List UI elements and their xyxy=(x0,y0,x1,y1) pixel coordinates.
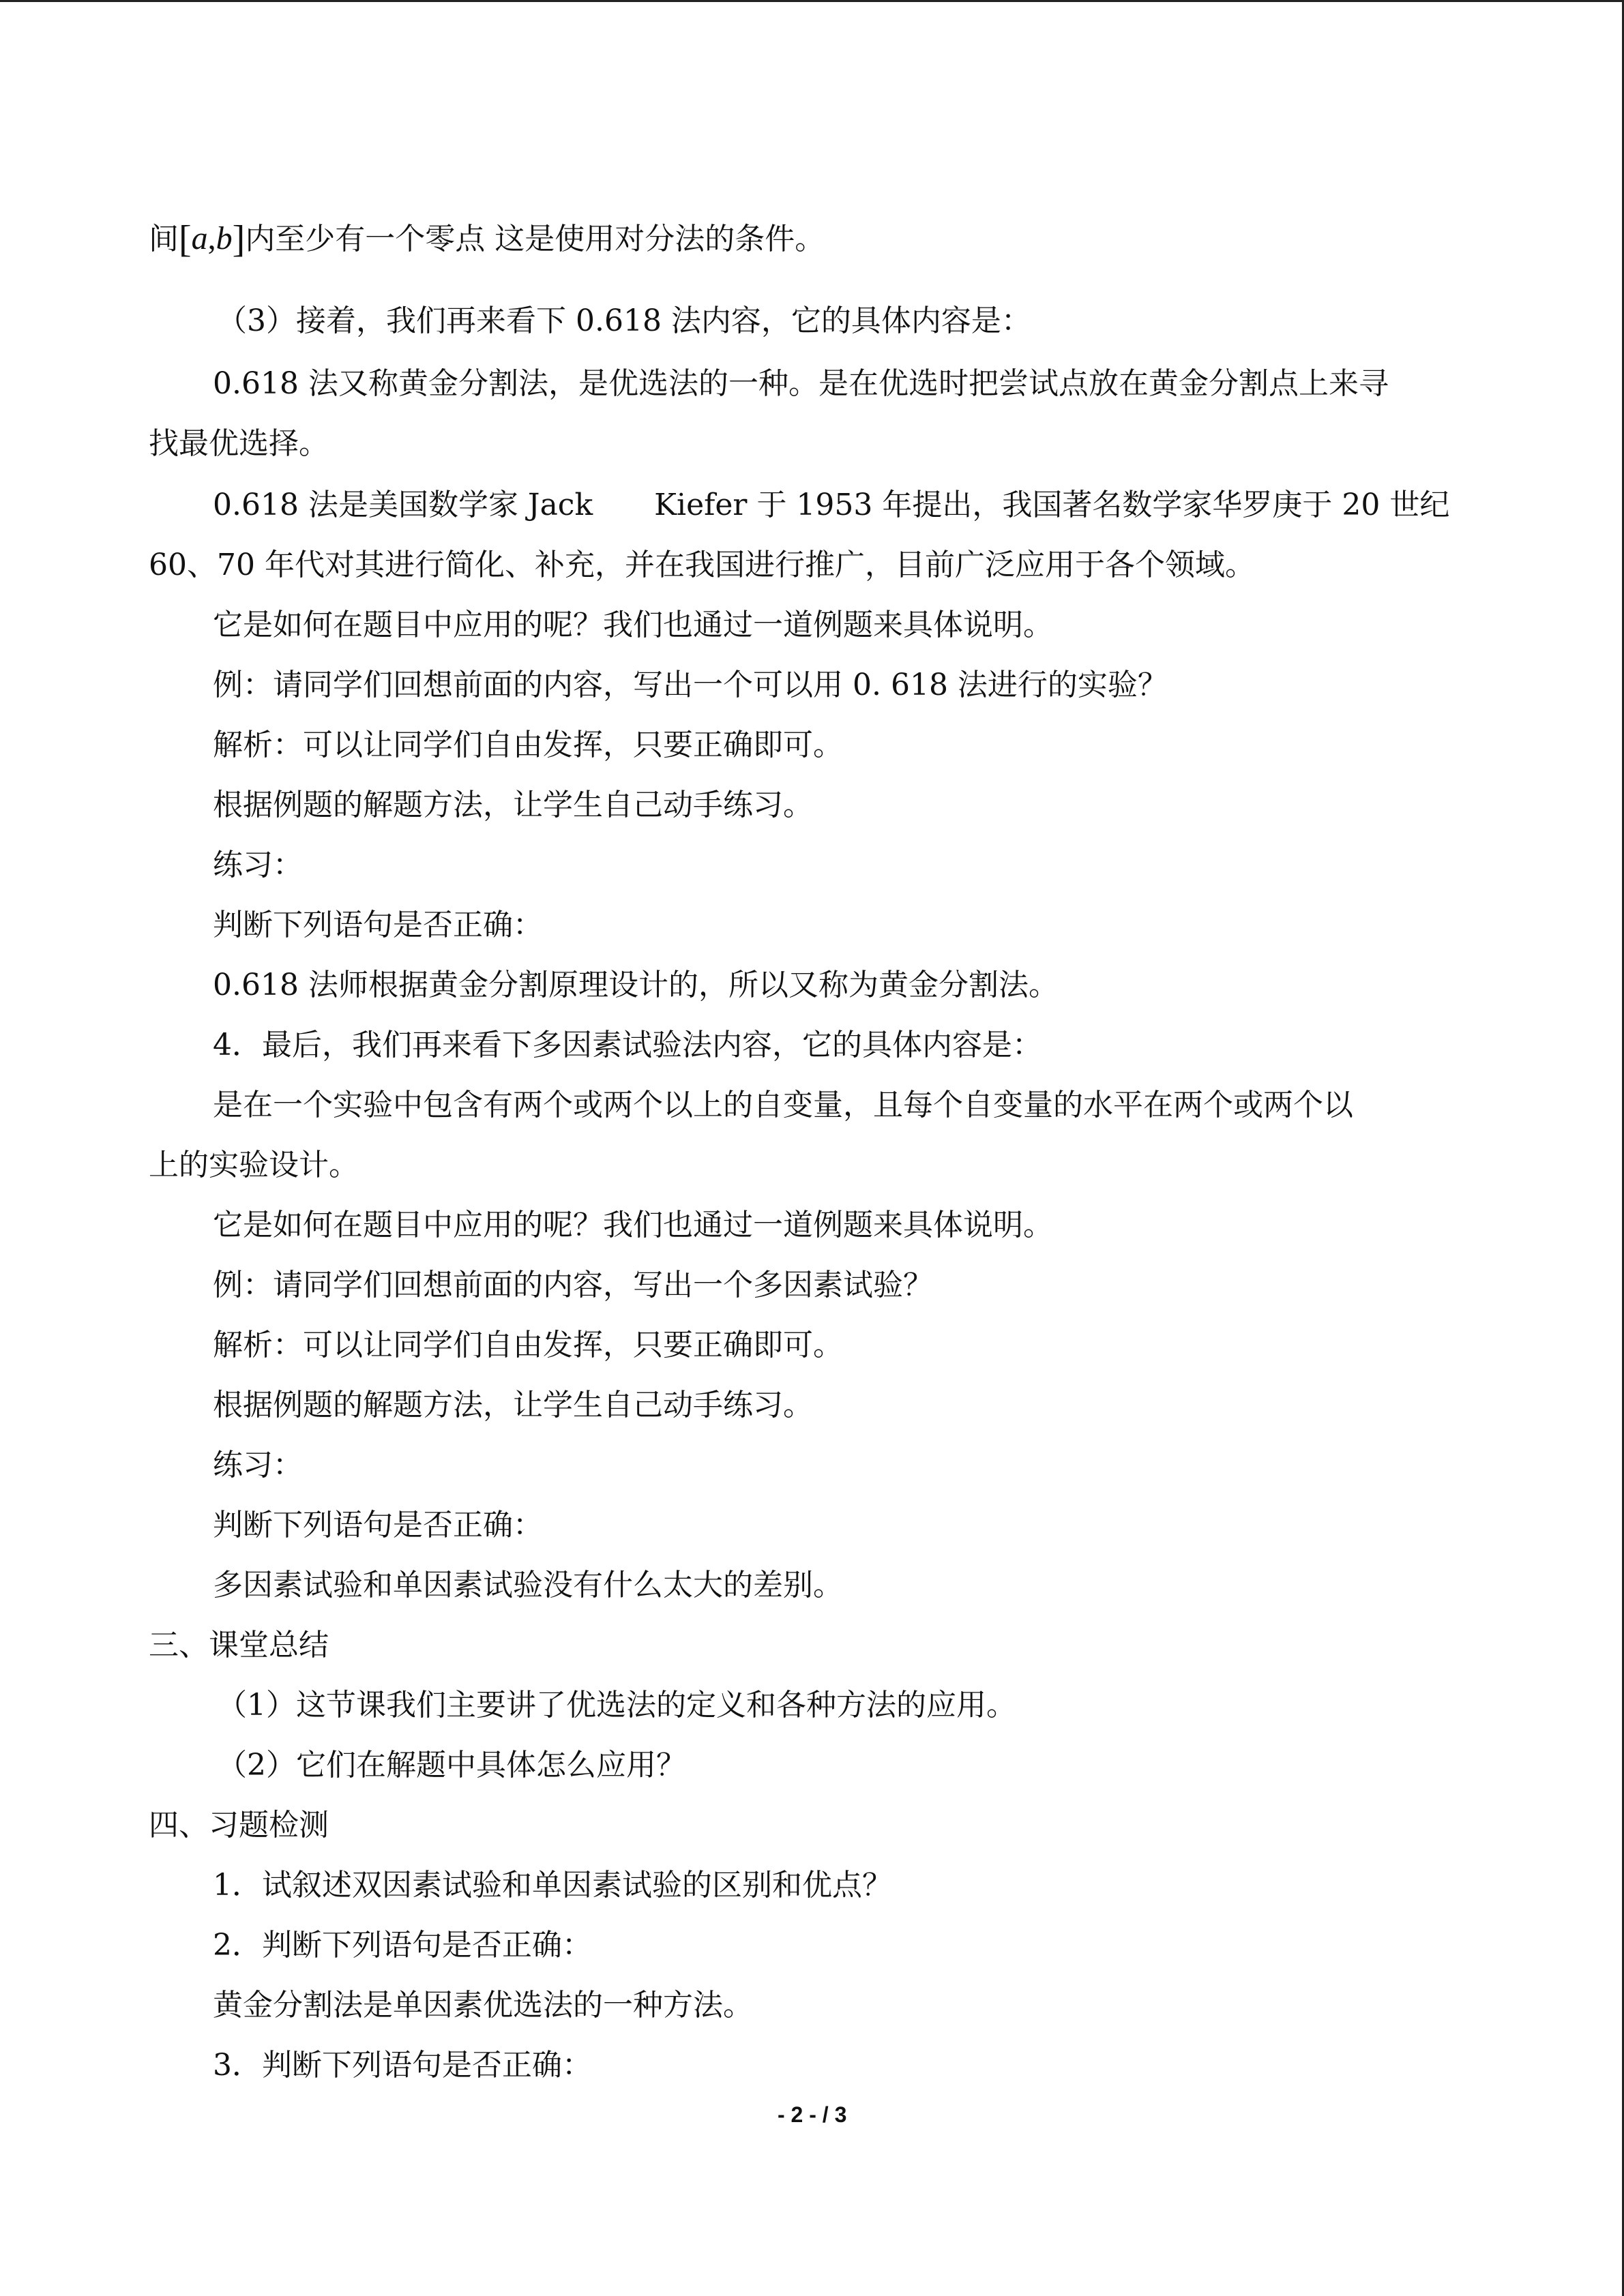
paragraph-line: 0.618 法又称黄金分割法，是优选法的一种。是在优选时把尝试点放在黄金分割点上来寻 xyxy=(213,366,1389,401)
math-variable-a: a xyxy=(191,220,208,256)
paragraph-line: 根据例题的解题方法，让学生自己动手练习。 xyxy=(213,1388,813,1422)
section-heading: 四、习题检测 xyxy=(149,1808,329,1843)
paragraph-line: 判断下列语句是否正确： xyxy=(213,1508,543,1542)
exercise-item: 2．判断下列语句是否正确： xyxy=(213,1928,592,1963)
text-segment: Kiefer 于 1953 年提出，我国著名数学家华罗庚于 20 世纪 xyxy=(654,488,1450,522)
paragraph-line: 解析：可以让同学们自由发挥，只要正确即可。 xyxy=(213,728,843,762)
paragraph-line: 例：请同学们回想前面的内容，写出一个可以用 0. 618 法进行的实验？ xyxy=(213,668,1168,702)
paragraph-line: （3）接着，我们再来看下 0.618 法内容，它的具体内容是： xyxy=(217,303,1031,338)
paragraph-line: 练习： xyxy=(213,848,303,882)
math-comma: , xyxy=(207,220,216,256)
text-segment: 0.618 法是美国数学家 Jack xyxy=(213,488,593,522)
paragraph-line: 0.618 法师根据黄金分割原理设计的，所以又称为黄金分割法。 xyxy=(213,968,1059,1002)
section-heading: 三、课堂总结 xyxy=(149,1628,329,1663)
paragraph-line: 它是如何在题目中应用的呢？我们也通过一道例题来具体说明。 xyxy=(213,608,1053,642)
exercise-item: 3．判断下列语句是否正确： xyxy=(213,2048,592,2083)
paragraph-line: 练习： xyxy=(213,1448,303,1482)
paragraph-line: 多因素试验和单因素试验没有什么太大的差别。 xyxy=(213,1568,843,1602)
paragraph-line: 解析：可以让同学们自由发挥，只要正确即可。 xyxy=(213,1328,843,1362)
exercise-item: 1．试叙述双因素试验和单因素试验的区别和优点？ xyxy=(213,1868,892,1903)
paragraph-line: 是在一个实验中包含有两个或两个以上的自变量，且每个自变量的水平在两个或两个以 xyxy=(213,1088,1353,1122)
text-segment: 间 xyxy=(149,222,179,256)
paragraph-line: （2）它们在解题中具体怎么应用？ xyxy=(217,1748,686,1783)
text-segment: 内至少有一个零点 这是使用对分法的条件。 xyxy=(245,222,825,256)
condition-line xyxy=(149,216,825,260)
interval-bracket-open: [ xyxy=(179,218,192,260)
paragraph-line: 4．最后，我们再来看下多因素试验法内容，它的具体内容是： xyxy=(213,1028,1042,1062)
paragraph-line: 60、70 年代对其进行简化、补充，并在我国进行推广，目前广泛应用于各个领域。 xyxy=(149,548,1255,582)
interval-bracket-close: ] xyxy=(232,218,246,260)
page-number: - 2 - / 3 xyxy=(778,2102,847,2127)
paragraph-line xyxy=(213,485,1449,526)
paragraph-line: （1）这节课我们主要讲了优选法的定义和各种方法的应用。 xyxy=(217,1688,1016,1723)
paragraph-line: 找最优选择。 xyxy=(149,426,329,461)
paragraph-line: 例：请同学们回想前面的内容，写出一个多因素试验？ xyxy=(213,1268,933,1302)
paragraph-line: 根据例题的解题方法，让学生自己动手练习。 xyxy=(213,788,813,822)
paragraph-line: 上的实验设计。 xyxy=(149,1148,359,1182)
paragraph-line: 黄金分割法是单因素优选法的一种方法。 xyxy=(213,1988,753,2023)
paragraph-line: 判断下列语句是否正确： xyxy=(213,908,543,942)
math-variable-b: b xyxy=(216,220,233,256)
paragraph-line: 它是如何在题目中应用的呢？我们也通过一道例题来具体说明。 xyxy=(213,1208,1053,1242)
